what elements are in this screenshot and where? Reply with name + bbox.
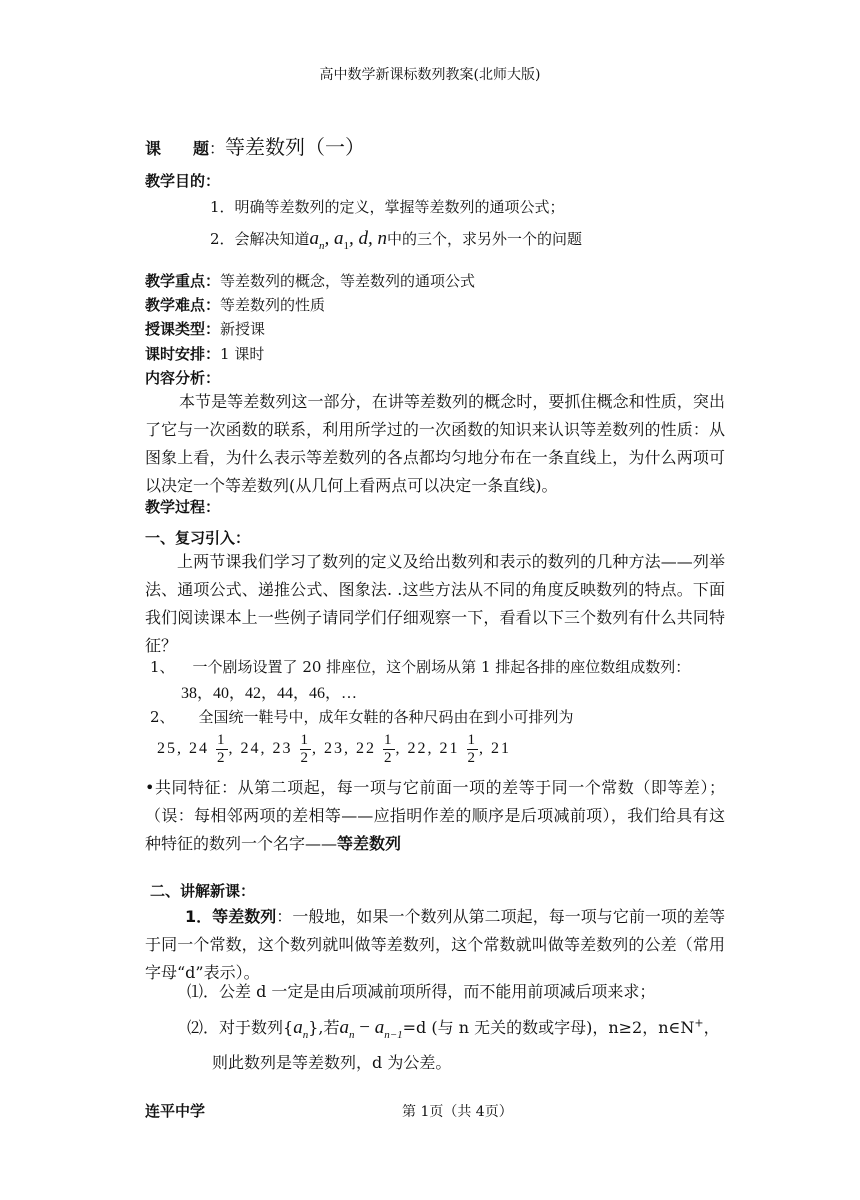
difficulty-value: 等差数列的性质	[220, 296, 326, 314]
fraction-denominator: 2	[300, 750, 310, 766]
example-1-sequence: 38，40，42，44，46，…	[181, 685, 358, 702]
example-2-sequence	[157, 732, 511, 767]
seq-part: 25, 24	[157, 740, 209, 758]
lesson-title-value: 等差数列（一）	[225, 135, 366, 159]
focus-value: 等差数列的概念，等差数列的通项公式	[220, 272, 476, 290]
objective-item-2-prefix: 2．会解决知道	[210, 230, 310, 248]
footer-school: 连平中学	[145, 1102, 206, 1120]
objective-item-2-suffix: 中的三个，求另外一个的问题	[387, 230, 583, 248]
type-row	[145, 318, 265, 339]
note-1: ⑴．公差 d 一定是由后项减前项所得，而不能用前项减后项来求；	[187, 982, 656, 1001]
note-2-end: ，	[703, 1018, 720, 1037]
process-label: 教学过程：	[145, 498, 221, 516]
focus-row	[145, 270, 475, 291]
fraction-numerator: 1	[467, 732, 477, 748]
seq-part: , 23, 22	[312, 740, 376, 758]
fraction-numerator: 1	[384, 732, 394, 748]
note-2-mid: },若	[308, 1018, 340, 1037]
note-2-sup: +	[694, 1016, 704, 1030]
example-2-number: 2、	[150, 708, 175, 726]
section2-title: 二、讲解新课：	[150, 882, 256, 900]
lesson-title-label: 课 题	[145, 139, 210, 158]
hours-label: 课时安排：	[145, 345, 221, 363]
formula-difference: $a_n - a_{n-1}$	[339, 1017, 403, 1041]
seq-fraction	[467, 732, 479, 767]
analysis-paragraph: 本节是等差数列这一部分，在讲等差数列的概念时，要抓住概念和性质，突出了它与一次函数的联系，利用所学过的一次函数的知识来认识等差数列的性质：从图象上看，为什么表示等差数列的各点都均匀地分布在一条直线上，为什么两项可以决定一个等差数列(从几何上看两点可以决定一条直线)。	[145, 392, 725, 495]
example-2-row	[150, 706, 574, 727]
focus-label: 教学重点：	[145, 272, 221, 290]
note-2	[187, 1015, 720, 1041]
seq-fraction	[383, 732, 395, 767]
common-feature-paragraph	[145, 774, 725, 858]
note-2-line-2: 则此数列是等差数列，d 为公差。	[212, 1053, 452, 1072]
example-1-text: 一个剧场设置了 20 排座位，这个剧场从第 1 排起各排的座位数组成数列：	[192, 658, 691, 676]
fraction-numerator: 1	[300, 732, 310, 748]
minus-sign: −	[354, 1017, 375, 1038]
fraction-numerator: 1	[217, 732, 227, 748]
page-header: 高中数学新课标数列教案(北师大版)	[319, 67, 541, 83]
fraction-denominator: 2	[384, 750, 394, 766]
footer-page-number: 第 1页（共 4页）	[402, 1104, 513, 1120]
example-1-number: 1、	[150, 658, 175, 676]
seq-fraction	[300, 732, 312, 767]
seq-fraction	[216, 732, 228, 767]
common-feature-term: 等差数列	[337, 834, 402, 853]
definition-term: 1．等差数列	[185, 907, 277, 926]
example-2-text: 全国统一鞋号中，成年女鞋的各种尺码由在到小可排列为	[198, 708, 574, 726]
objectives-label: 教学目的：	[145, 172, 221, 190]
note-2-prefix: ⑵．对于数列{	[187, 1018, 294, 1037]
hours-value: 1 课时	[220, 345, 265, 363]
objective-item-1: 1．明确等差数列的定义，掌握等差数列的通项公式；	[210, 198, 565, 216]
type-label: 授课类型：	[145, 320, 221, 338]
lesson-title-row	[145, 131, 365, 160]
formula-an: $a_n$	[293, 1017, 309, 1041]
common-feature-text: •共同特征：从第二项起，每一项与它前面一项的差等于同一个常数（即等差）；（误：每相邻两项的差相等——应指明作差的顺序是后项减前项），我们给具有这种特征的数列一个名字——	[145, 778, 725, 853]
hours-row	[145, 343, 264, 364]
lesson-title-colon: ：	[209, 139, 226, 158]
intro-paragraph: 上两节课我们学习了数列的定义及给出数列和表示的数列的几种方法——列举法、通项公式、递推公式、图象法. .这些方法从不同的角度反映数列的特点。下面我们阅读课本上一些例子请同学们仔细观察一下，看看以下三个数列有什么共同特征？	[145, 552, 725, 655]
seq-part: , 24, 23	[228, 740, 293, 758]
definition-paragraph	[145, 903, 725, 987]
seq-part: , 22, 21	[395, 740, 460, 758]
difficulty-row	[145, 294, 325, 315]
formula-variables: $a_n$, $a_1$, d, n	[309, 228, 388, 252]
section1-title: 一、复习引入：	[145, 529, 251, 547]
example-1-row	[150, 656, 690, 677]
analysis-label: 内容分析：	[145, 369, 221, 387]
seq-part: , 21	[479, 740, 511, 758]
type-value: 新授课	[220, 320, 266, 338]
objective-item-2	[210, 228, 582, 252]
difficulty-label: 教学难点：	[145, 296, 221, 314]
fraction-denominator: 2	[217, 750, 227, 766]
fraction-denominator: 2	[467, 750, 477, 766]
note-2-suffix: =d (与 n 无关的数或字母)，n≥2，n∈N	[402, 1018, 695, 1037]
definition-text: ：一般地，如果一个数列从第二项起，每一项与它前一项的差等于同一个常数，这个数列就叫做等差数列，这个常数就叫做等差数列的公差（常用字母“d”表示）。	[145, 907, 725, 982]
